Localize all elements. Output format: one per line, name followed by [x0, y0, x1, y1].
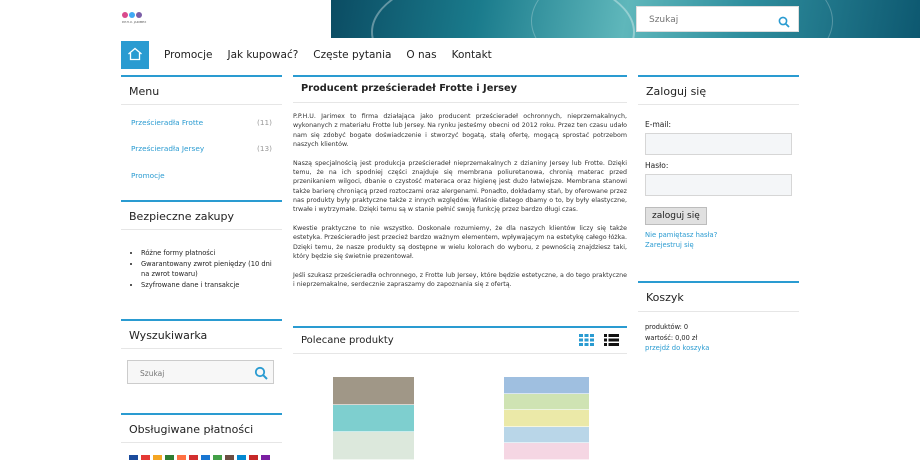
password-field[interactable] — [645, 174, 792, 196]
register-link[interactable]: Zarejestruj się — [645, 241, 694, 249]
paragraph: Kwestie praktyczne to nie wszystko. Doskonale rozumiemy, że dla naszych klientów liczy się także estetyka. Prześcieradło jest przecież bardzo ważnym elementem, wpływającym na estetykę całego łóżka. Dzięki temu, że nasze produkty są dostępne w wielu kolorach do wyboru, z pewnością znajdziesz taki, który będzie się świetnie prezentował. — [293, 225, 627, 261]
nav-item-o-nas[interactable]: O nas — [406, 49, 437, 61]
menu-title: Menu — [121, 77, 282, 105]
cart-title: Koszyk — [638, 283, 799, 312]
cart-product-count: produktów: 0 — [645, 323, 689, 331]
header-search-input[interactable] — [637, 8, 767, 32]
header-banner — [331, 0, 920, 38]
payment-logo — [261, 455, 270, 460]
list-item: • Różne formy płatności — [141, 248, 282, 259]
paragraph: Naszą specjalnością jest produkcja prześcieradeł nieprzemakalnych z dzianiny Jersey lub Frotte. Dzięki temu, że na ich spodniej części znajduje się membrana poliuretanowa, chronią materac przed przenikaniem wilgoci, dbanie o czystość materaca oraz higienę jest dużo łatwiejsze. Membrana stanowi także barierę chroniącą przed roztoczami oraz alergenami. Ponadto, dokładamy stań, by oferowane przez nas produkty były praktyczne także z innych względów. Właśnie dlatego dbamy o to, by były elastyczne, trwałe i wytrzymałe. Dzięki temu są w stanie pełnić swoją funkcję przez bardzo długi czas. — [293, 159, 627, 214]
nav-item-promocje[interactable]: Promocje — [164, 49, 213, 61]
paragraph: Jeśli szukasz prześcieradła ochronnego, z Frotte lub Jersey, które będzie estetyczne, a do tego praktyczne i nieprzemakalne, serdecznie zapraszamy do zapoznania się z ofertą. — [293, 271, 627, 289]
payment-logo — [249, 455, 258, 460]
product-color-stripe — [333, 432, 414, 460]
logo-text: P.P.H.U. JARIMEX — [122, 20, 147, 24]
nav-item-jak-kupowac[interactable]: Jak kupować? — [227, 49, 299, 61]
menu-panel — [121, 75, 282, 190]
list-item: • Szyfrowane dane i transakcje — [141, 280, 282, 291]
logo-circle-purple — [136, 12, 142, 18]
search-panel — [121, 319, 282, 399]
product-color-stripe — [333, 405, 414, 433]
password-label: Hasło: — [645, 161, 669, 170]
header-search — [636, 6, 799, 32]
grid-view-icon[interactable] — [579, 331, 594, 350]
payment-logo — [189, 455, 198, 460]
go-to-cart-link[interactable]: przejdź do koszyka — [645, 344, 710, 352]
payment-logo — [165, 455, 174, 460]
payment-logo — [201, 455, 210, 460]
payments-panel — [121, 413, 282, 460]
menu-item-frotte[interactable] — [131, 109, 272, 136]
payment-logo — [237, 455, 246, 460]
search-panel-title: Wyszukiwarka — [121, 321, 282, 349]
menu-item-label[interactable]: Promocje — [131, 170, 165, 180]
menu-item-jersey[interactable] — [131, 136, 272, 163]
home-icon — [127, 46, 143, 65]
main-nav — [121, 41, 492, 69]
home-button[interactable] — [121, 41, 149, 69]
product-color-stripe — [504, 394, 589, 411]
product-color-stripe — [504, 443, 589, 460]
menu-item-label[interactable]: Prześcieradła Frotte — [131, 117, 204, 127]
product-color-stripe — [504, 410, 589, 427]
menu-item-count: (13) — [257, 144, 272, 154]
menu-item-label[interactable]: Prześcieradła Jersey — [131, 144, 205, 154]
login-title: Zaloguj się — [638, 77, 799, 105]
sidebar-search — [127, 360, 274, 384]
email-field[interactable] — [645, 133, 792, 155]
recommended-title: Polecane produkty — [301, 335, 394, 346]
safe-shopping-list — [121, 230, 282, 290]
payment-logo — [153, 455, 162, 460]
payment-logo — [141, 455, 150, 460]
search-icon[interactable] — [778, 13, 790, 32]
search-icon[interactable] — [254, 365, 268, 384]
list-view-icon[interactable] — [604, 331, 619, 350]
payment-logo — [177, 455, 186, 460]
cart-value: wartość: 0,00 zł — [645, 333, 698, 342]
product-image-frotte[interactable] — [333, 377, 414, 460]
list-item: • Gwarantowany zwrot pieniędzy (10 dni na zwrot towaru) — [141, 259, 282, 280]
payments-title: Obsługiwane płatności — [121, 415, 282, 443]
logo-circle-pink — [122, 12, 128, 18]
payment-logo — [213, 455, 222, 460]
product-image-jersey[interactable] — [504, 377, 589, 460]
payment-logo — [129, 455, 138, 460]
login-panel — [638, 75, 799, 265]
main-content — [293, 75, 627, 315]
paragraph: P.P.H.U. Jarimex to firma działająca jako producent prześcieradeł ochronnych, nieprzemakalnych, wykonanych z materiału Frotte lub Jersey. Na rynku jesteśmy obecni od 2012 roku. Przez ten czasu udało nam się zdobyć bogate doświadczenie i stworzyć bogatą, stałą ofertę, mogącą sprostać potrzebom naszych klientów. — [293, 113, 627, 149]
site-logo[interactable] — [122, 12, 147, 28]
safe-shopping-panel — [121, 200, 282, 310]
product-color-stripe — [504, 377, 589, 394]
login-button[interactable]: zaloguj się — [645, 207, 707, 225]
nav-item-czeste-pytania[interactable]: Częste pytania — [313, 49, 392, 61]
product-color-stripe — [333, 377, 414, 405]
payment-logo — [225, 455, 234, 460]
menu-item-promocje[interactable] — [131, 162, 272, 189]
nav-item-kontakt[interactable]: Kontakt — [451, 49, 492, 61]
email-label: E-mail: — [645, 120, 672, 129]
sidebar-search-input[interactable] — [128, 363, 248, 385]
cart-panel — [638, 281, 799, 361]
product-color-stripe — [504, 427, 589, 444]
menu-item-count: (11) — [257, 117, 272, 127]
intro-text — [293, 103, 627, 289]
payment-logos — [121, 443, 282, 460]
safe-shopping-title: Bezpieczne zakupy — [121, 202, 282, 230]
forgot-password-link[interactable]: Nie pamiętasz hasła? — [645, 231, 718, 239]
page-title: Producent prześcieradeł Frotte i Jersey — [293, 77, 627, 103]
logo-circle-blue — [129, 12, 135, 18]
